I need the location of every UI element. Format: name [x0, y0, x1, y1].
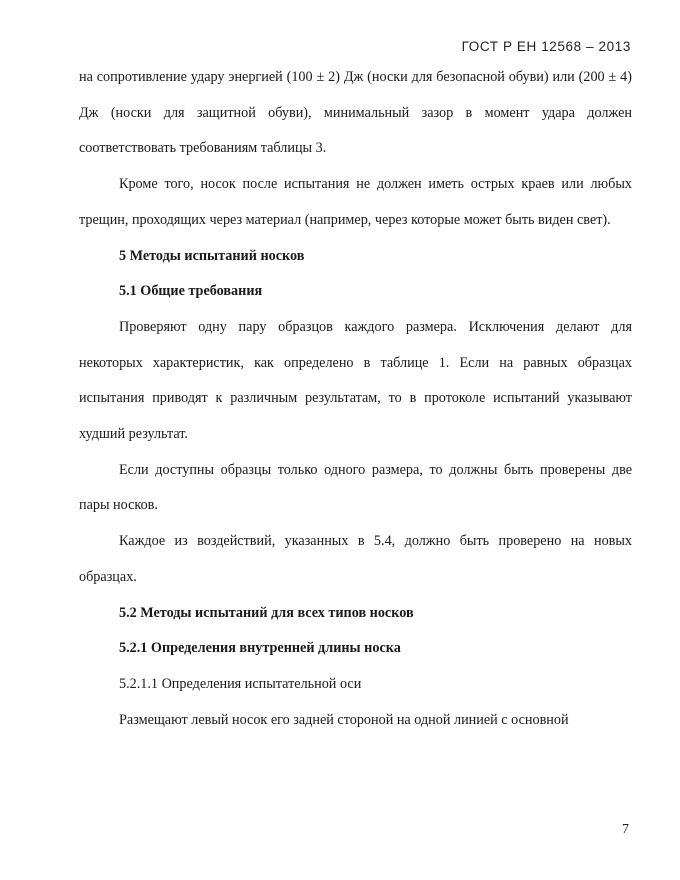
paragraph-single-size: Если доступны образцы только одного размера, то должны быть проверены две пары носков.	[79, 461, 632, 514]
paragraph-new-samples: Каждое из воздействий, указанных в 5.4, должно быть проверено на новых образцах.	[79, 533, 632, 585]
paragraph-edges-cracks: Кроме того, носок после испытания не должен иметь острых краев или любых трещин, проходящих через материал (например, через которые может быть виден свет).	[79, 176, 632, 228]
document-body	[79, 60, 632, 738]
subsection-5-2-1-1: 5.2.1.1 Определения испытательной оси	[119, 675, 362, 692]
page-number: 7	[622, 822, 629, 837]
section-heading-5: 5 Методы испытаний носков	[119, 247, 305, 264]
page-header-standard: ГОСТ Р ЕН 12568 – 2013	[461, 39, 631, 54]
section-heading-5-1: 5.1 Общие требования	[119, 283, 263, 300]
section-heading-5-2-1: 5.2.1 Определения внутренней длины носка	[119, 640, 401, 657]
section-heading-5-2: 5.2 Методы испытаний для всех типов носков	[119, 604, 414, 621]
paragraph-sample-testing: Проверяют одну пару образцов каждого размера. Исключения делают для некоторых характеристик, как определено в таблице 1. Если на равных образцах испытания приводят к различным результатам, то в протоколе испытаний указывают худший результат.	[79, 318, 632, 443]
paragraph-placement: Размещают левый носок его задней стороной на одной линией с основной	[119, 711, 569, 728]
paragraph-impact-requirements: на сопротивление удару энергией (100 ± 2) Дж (носки для безопасной обуви) или (200 ± 4) Дж (носки для защитной обуви), минимальный зазор в момент удара должен соответствовать требованиям таблицы 3.	[79, 69, 632, 157]
